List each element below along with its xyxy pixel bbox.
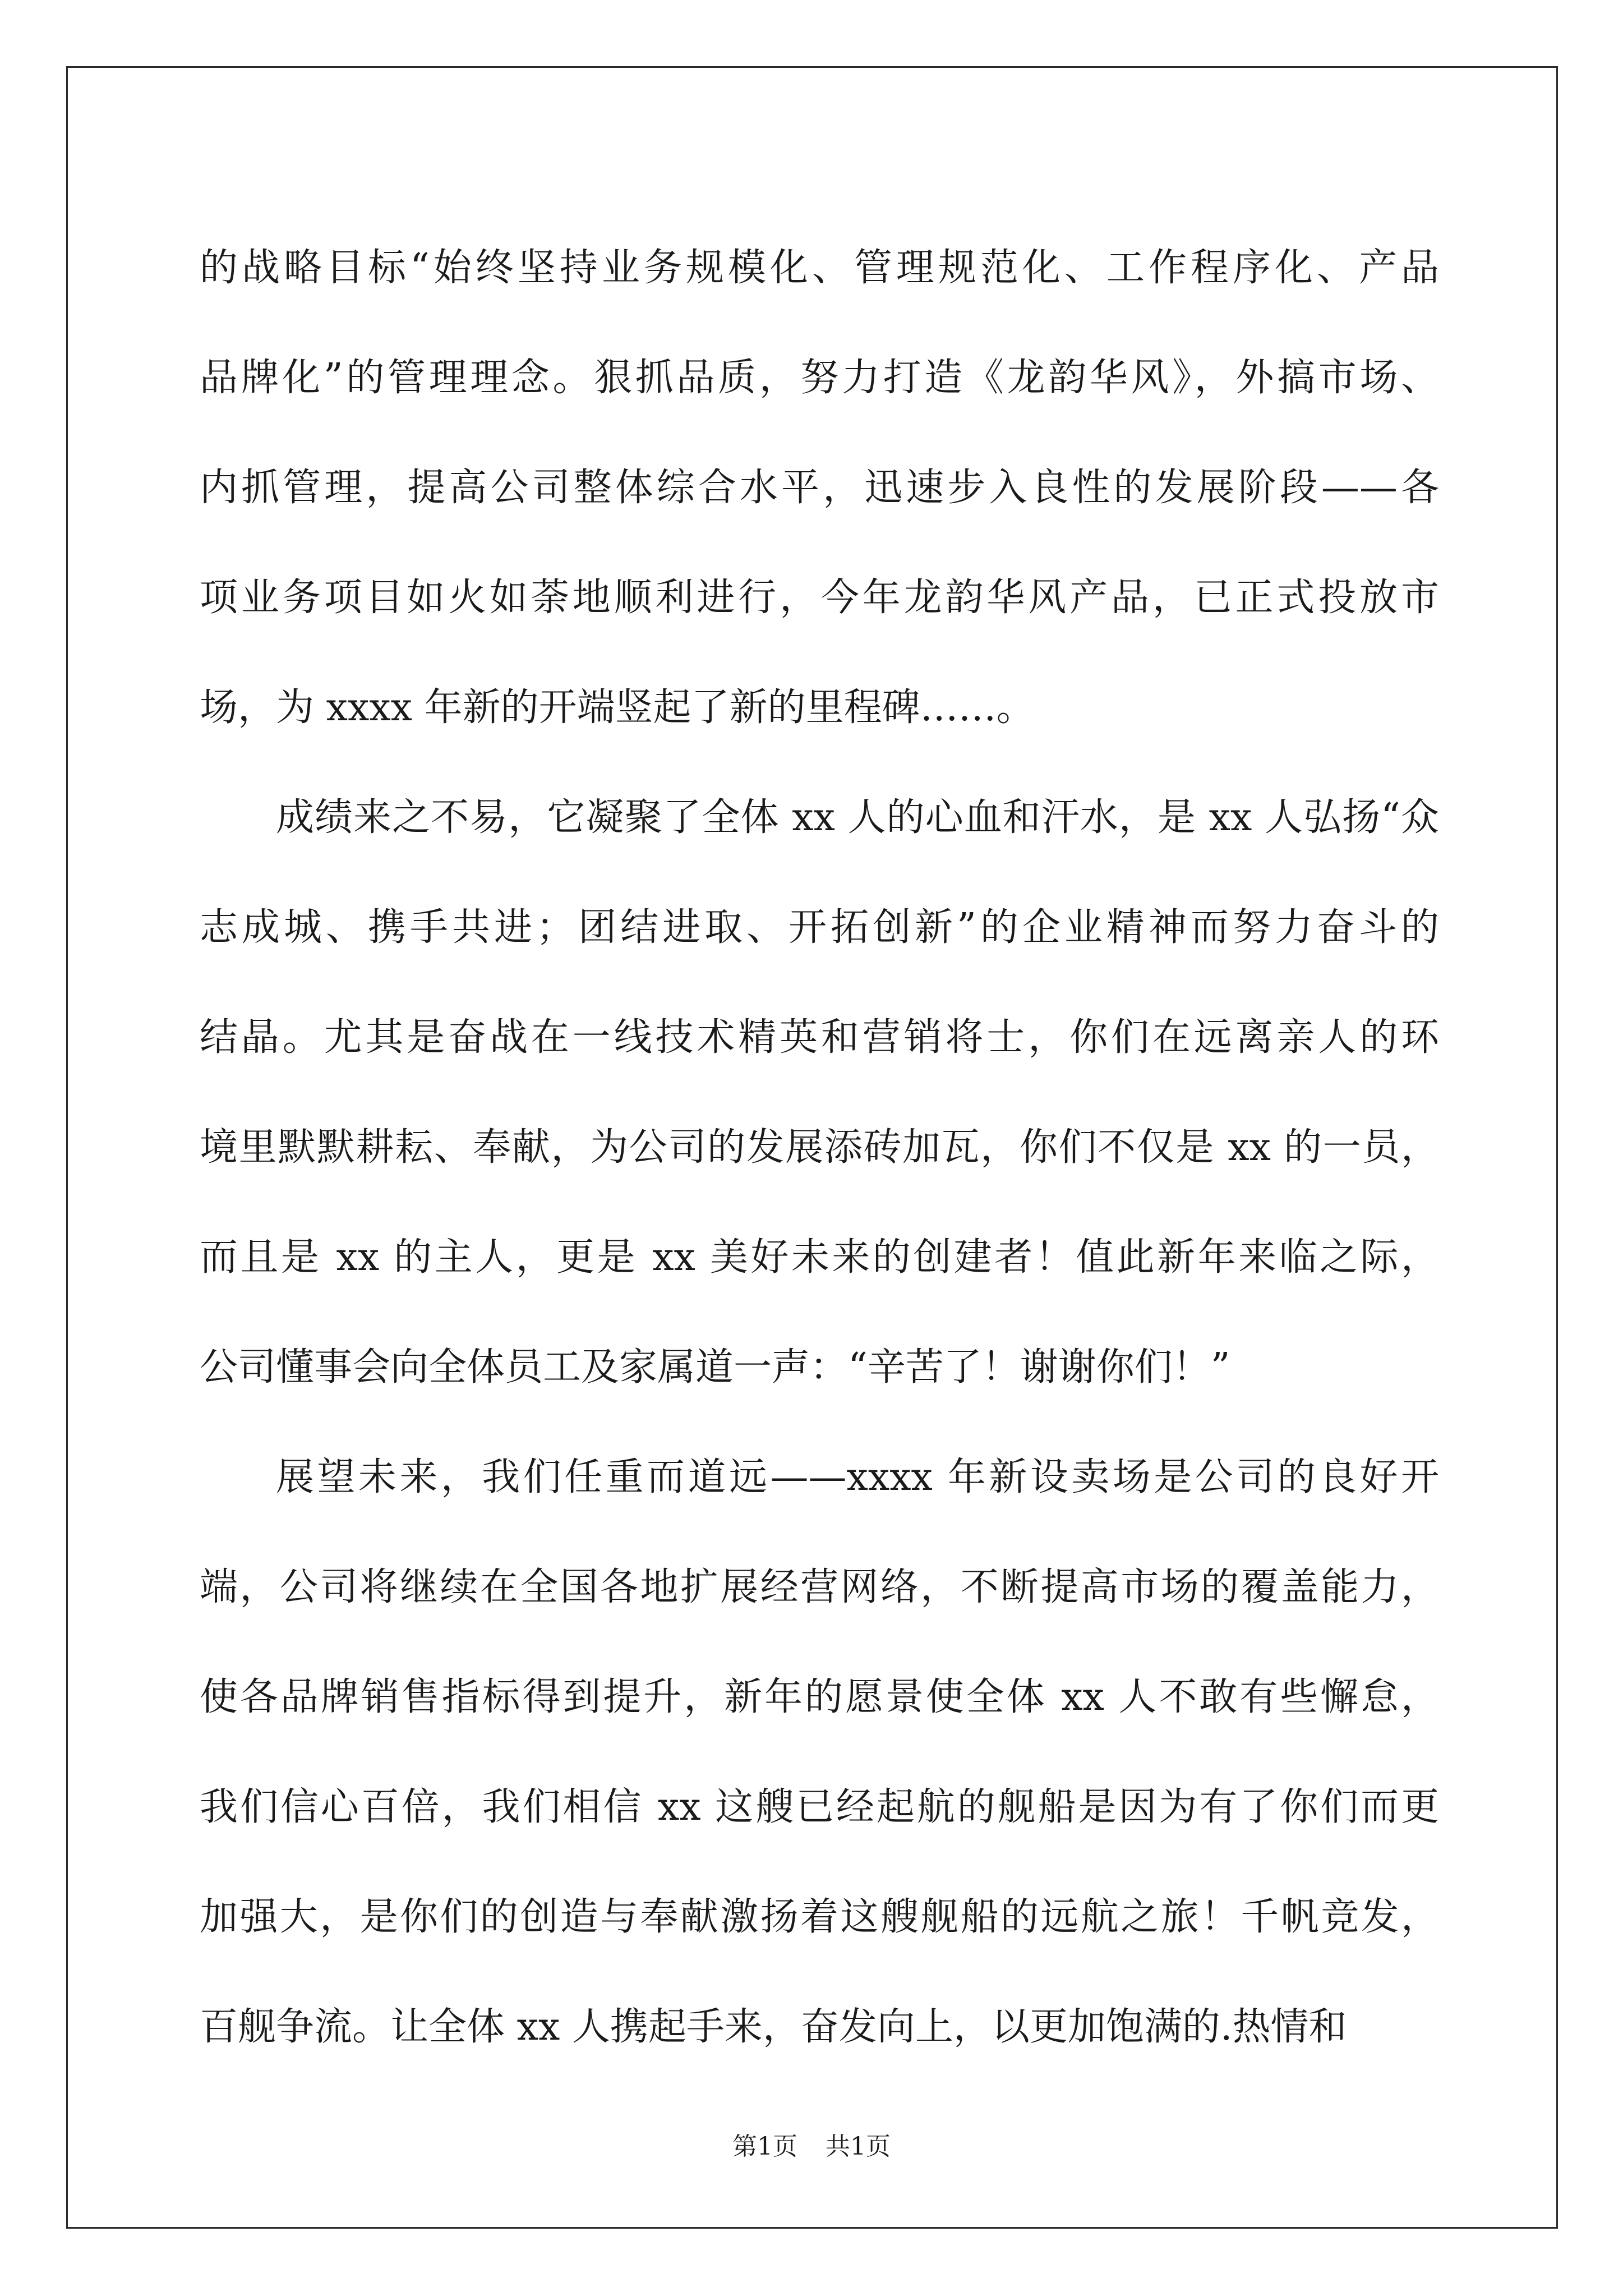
text-line: 加强大，是你们的创造与奉献激扬着这艘舰船的远航之旅！千帆竞发， (200, 1895, 1439, 1939)
text-line: 我们信心百倍，我们相信 xx 这艘已经起航的舰船是因为有了你们而更 (200, 1785, 1439, 1829)
page-total: 共1页 (826, 2132, 891, 2161)
text-line: 展望未来，我们任重而道远——xxxx 年新设卖场是公司的良好开 (276, 1455, 1439, 1499)
document-body (200, 213, 1439, 2082)
text-line: 而且是 xx 的主人，更是 xx 美好未来的创建者！值此新年来临之际， (200, 1235, 1439, 1280)
text-line: 场，为 xxxx 年新的开端竖起了新的里程碑……。 (200, 685, 1035, 730)
text-line: 项业务项目如火如荼地顺利进行，今年龙韵华风产品，已正式投放市 (200, 576, 1439, 620)
text-line: 百舰争流。让全体 xx 人携起手来，奋发向上，以更加饱满的.热情和 (200, 2005, 1347, 2049)
text-line: 境里默默耕耘、奉献，为公司的发展添砖加瓦，你们不仅是 xx 的一员， (200, 1125, 1439, 1170)
text-line: 端，公司将继续在全国各地扩展经营网络，不断提高市场的覆盖能力， (200, 1565, 1439, 1609)
text-line: 成绩来之不易，它凝聚了全体 xx 人的心血和汗水，是 xx 人弘扬“众 (276, 795, 1439, 840)
page-number: 第1页 (732, 2132, 797, 2161)
text-line: 使各品牌销售指标得到提升，新年的愿景使全体 xx 人不敢有些懈怠， (200, 1675, 1439, 1719)
text-line: 内抓管理，提高公司整体综合水平，迅速步入良性的发展阶段——各 (200, 466, 1439, 510)
text-line: 的战略目标“始终坚持业务规模化、管理规范化、工作程序化、产品 (200, 246, 1439, 290)
text-line: 公司懂事会向全体员工及家属道一声：“辛苦了！谢谢你们！” (200, 1345, 1230, 1389)
text-line: 品牌化”的管理理念。狠抓品质，努力打造《龙韵华风》，外搞市场、 (200, 356, 1439, 400)
text-line: 结晶。尤其是奋战在一线技术精英和营销将士，你们在远离亲人的环 (200, 1015, 1439, 1060)
text-line: 志成城、携手共进；团结进取、开拓创新”的企业精神而努力奋斗的 (200, 905, 1439, 950)
page-footer (0, 2126, 1623, 2162)
